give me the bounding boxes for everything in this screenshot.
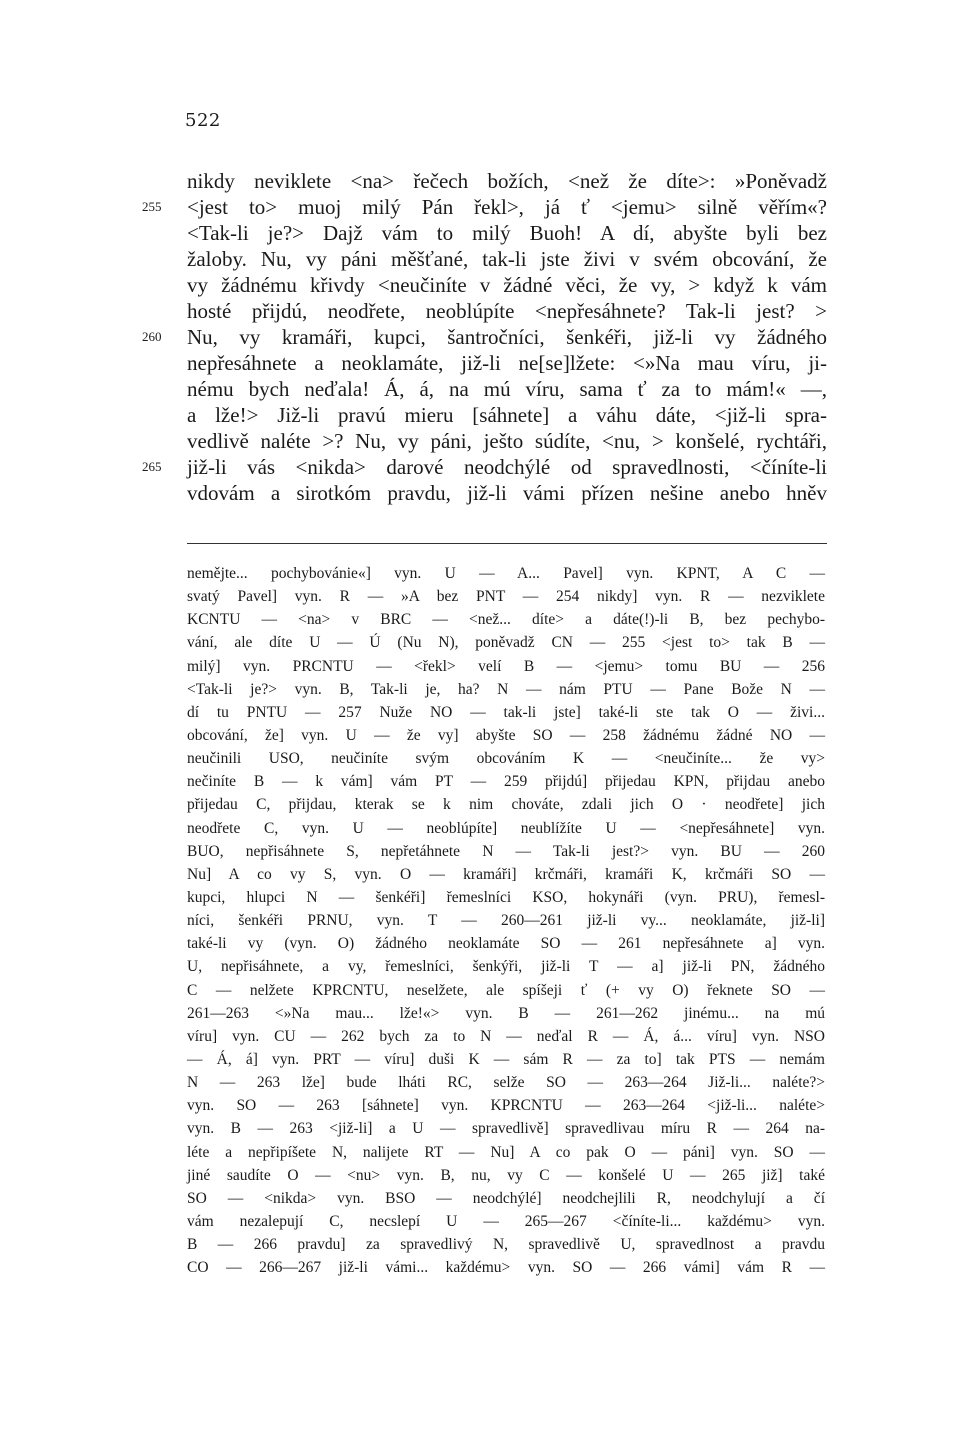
main-text (142, 168, 827, 506)
apparatus-line: neučinili USO, neučiníte svým obcováním K — <neučiníte... že vy> (187, 750, 825, 768)
apparatus-line: vyn. SO — 263 [sáhnete] vyn. KPRCNTU — 263—264 <již-li... naléte> (187, 1097, 825, 1115)
line-text: vedlivě naléte >? Nu, vy páni, ješto súdíte, <nu, > konšelé, rychtáři, (187, 429, 827, 453)
text-line (187, 402, 827, 428)
apparatus-line: KCNTU — <na> v BRC — <než... díte> a dáte(!)-li B, bez pechybo- (187, 611, 825, 629)
apparatus-line: neodřete C, vyn. U — neoblúpíte] neublížíte U — <nepřesáhnete] vyn. (187, 819, 825, 837)
apparatus-line: obcování, že] vyn. U — že vy] abyšte SO — 258 žádnému žádné NO — (187, 726, 825, 744)
line-text: nikdy neviklete <na> řečech božích, <než že díte>: »Poněvadž (187, 169, 827, 193)
line-text: nepřesáhnete a neoklamáte, již-li ne[se]lžete: <»Na mau víru, ji- (187, 351, 827, 375)
apparatus-line: <Tak-li je?> vyn. B, Tak-li je, ha? N — nám PTU — Pane Bože N — (187, 680, 825, 698)
apparatus-line: vám nezalepují C, necslepí U — 265—267 <číníte-li... každému> vyn. (187, 1212, 825, 1230)
text-line (187, 272, 827, 298)
line-text: a lže!> Již-li pravú mieru [sáhnete] a váhu dáte, <již-li spra- (187, 403, 827, 427)
apparatus-line: nemějte... pochybovánie«] vyn. U — A... Pavel] vyn. KPNT, A C — (187, 565, 825, 582)
apparatus-line: nečiníte B — k vám] vám PT — 259 přijdú] přijedau KPN, přijdau anebo (187, 773, 825, 791)
text-line (187, 168, 827, 194)
apparatus-line: také-li vy (vyn. O) žádného neoklamáte SO — 261 nepřesáhnete a] vyn. (187, 935, 825, 953)
apparatus-line: U, nepřisáhnete, a vy, řemeslníci, šenkýři, již-li T — a] již-li PN, žádného (187, 958, 825, 976)
apparatus-line: jiné saudíte O — <nu> vyn. B, nu, vy C — konšelé U — 265 již] také (187, 1166, 825, 1184)
apparatus-line: B — 266 pravdu] za spravedlivý N, spravedlivě U, spravedlnost a pravdu (187, 1236, 825, 1254)
page-number: 522 (185, 110, 221, 131)
text-line (187, 480, 827, 506)
apparatus-line: milý] vyn. PRCNTU — <řekl> velí B — <jemu> tomu BU — 256 (187, 657, 825, 675)
line-number: 255 (142, 199, 162, 214)
line-text: hosté přijdú, neodřete, neoblúpíte <nepřesáhnete? Tak-li jest? > (187, 299, 827, 323)
apparatus-line: vyn. B — 263 <již-li] a U — spravedlivě] spravedlivau míru R — 264 na- (187, 1120, 825, 1138)
text-line (187, 376, 827, 402)
line-text: <Tak-li je?> Dajž vám to milý Buoh! A dí, abyšte byli bez (187, 221, 827, 245)
text-line (187, 428, 827, 454)
text-line (142, 194, 827, 220)
line-number: 265 (142, 459, 162, 474)
apparatus-line: svatý Pavel] vyn. R — »A bez PNT — 254 nikdy] vyn. R — nezviklete (187, 588, 825, 606)
line-text: Nu, vy kramáři, kupci, šantročníci, šenkéři, již-li vy žádného (187, 325, 827, 349)
text-line (142, 324, 827, 350)
apparatus-line: víru] vyn. CU — 262 bych za to N — neďal R — Á, á... víru] vyn. NSO (187, 1027, 825, 1045)
text-line (187, 350, 827, 376)
footnote-divider (187, 543, 827, 544)
line-number: 260 (142, 329, 162, 344)
apparatus-line: léte a nepřipíšete N, nalijete RT — Nu] A co pak O — páni] vyn. SO — (187, 1143, 825, 1161)
apparatus-line: SO — <nikda> vyn. BSO — neodchýlé] neodchejlili R, neodchylují a čí (187, 1189, 825, 1207)
apparatus-line: 261—263 <»Na mau... lže!«> vyn. B — 261—262 jinému... na mú (187, 1004, 825, 1022)
apparatus-line: — Á, á] vyn. PRT — víru] duši K — sám R — za to] tak PTS — nemám (187, 1050, 825, 1068)
apparatus-line: N — 263 lže] bude lháti RC, selže SO — 263—264 Již-li... naléte?> (187, 1074, 825, 1092)
apparatus-line: dí tu PNTU — 257 Nuže NO — tak-li jste] také-li ste tak O — živi... (187, 703, 825, 721)
apparatus-line: BUO, nepřisáhnete S, nepřetáhnete N — Tak-li jest?> vyn. BU — 260 (187, 842, 825, 860)
line-text: <jest to> muoj milý Pán řekl>, já ť <jemu> silně věřím«? (187, 195, 827, 219)
apparatus-line: kupci, hlupci N — šenkéři] řemeslníci KSO, hokynáři (vyn. PRU), řemesl- (187, 888, 825, 906)
text-line (187, 220, 827, 246)
apparatus-line: C — nelžete KPRCNTU, neselžete, ale spíšeji ť (+ vy O) řeknete SO — (187, 981, 825, 999)
line-text: žaloby. Nu, vy páni měšťané, tak-li jste živi v svém obcování, že (187, 247, 827, 271)
text-line (187, 298, 827, 324)
apparatus-line: níci, šenkéři PRNU, vyn. T — 260—261 již-li vy... neoklamáte, již-li] (187, 912, 825, 930)
line-text: nému bych neďala! Á, á, na mú víru, sama ť za to mám!« —, (187, 377, 827, 401)
line-text: vdovám a sirotkóm pravdu, již-li vámi přízen nešine anebo hněv (187, 481, 827, 505)
apparatus-line: CO — 266—267 již-li vámi... každému> vyn. SO — 266 vámi] vám R — (187, 1259, 825, 1277)
apparatus-line: přijedau C, přijdau, kterak se k nim chováte, zdali jich O · neodřete] jich (187, 796, 825, 814)
critical-apparatus (187, 562, 825, 1279)
apparatus-line: Nu] A co vy S, vyn. O — kramáři] krčmáři, kramáři K, krčmáři SO — (187, 865, 825, 883)
line-text: vy žádnému křivdy <neučiníte v žádné věci, že vy, > když k vám (187, 273, 827, 297)
line-text: již-li vás <nikda> darové neodchýlé od spravedlnosti, <číníte-li (187, 455, 827, 479)
apparatus-line: vání, ale díte U — Ú (Nu N), poněvadž CN — 255 <jest to> tak B — (187, 634, 825, 652)
text-line (187, 246, 827, 272)
text-line (142, 454, 827, 480)
